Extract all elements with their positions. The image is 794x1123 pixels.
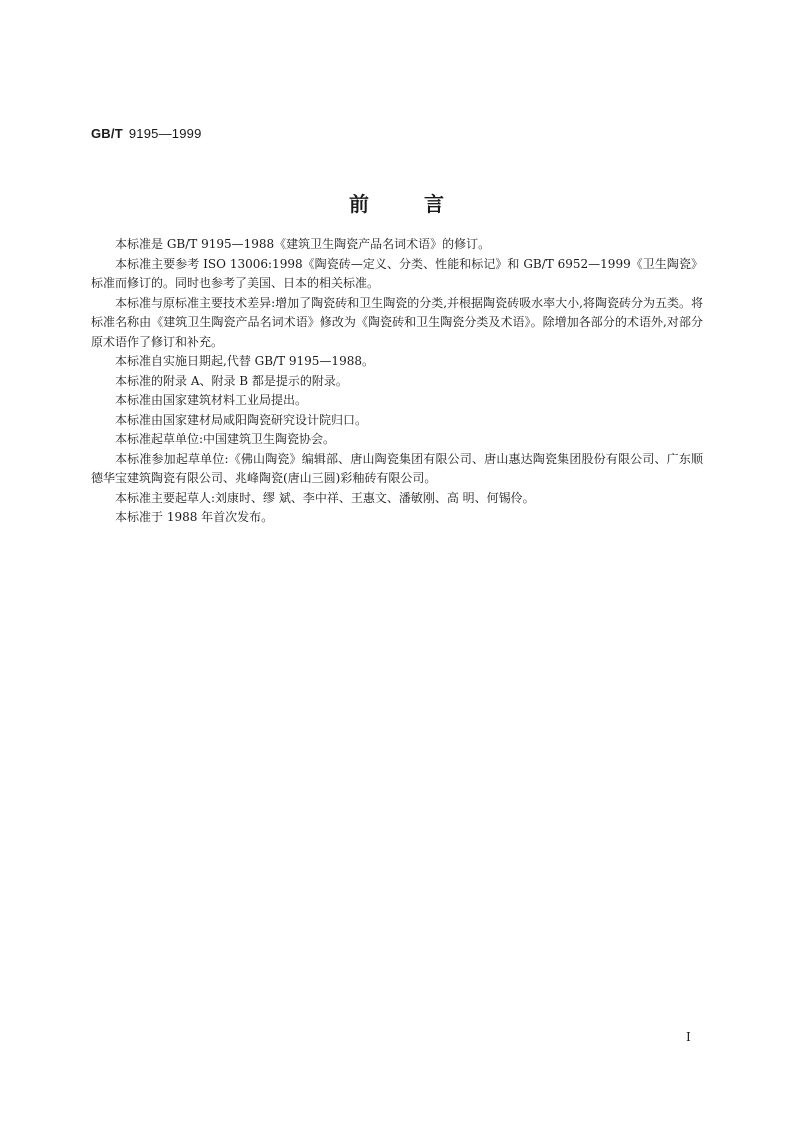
page-number: I (686, 1030, 691, 1044)
standard-code (91, 126, 202, 141)
foreword-body (91, 235, 703, 528)
paragraph-11: 本标准于 1988 年首次发布。 (115, 510, 274, 524)
paragraph-1: 本标准是 GB/T 9195—1988《建筑卫生陶瓷产品名词术语》的修订。 (115, 237, 491, 251)
paragraph-7: 本标准由国家建材局咸阳陶瓷研究设计院归口。 (115, 412, 368, 427)
paragraph-5: 本标准的附录 A、附录 B 都是提示的附录。 (115, 373, 348, 388)
standard-number: 9195—1999 (128, 126, 202, 141)
paragraph-3: 本标准与原标准主要技术差异:增加了陶瓷砖和卫生陶瓷的分类,并根据陶瓷砖吸水率大小,将陶瓷砖分为五类。将标准名称由《建筑卫生陶瓷产品名词术语》修改为《陶瓷砖和卫生陶瓷分类及术语》。除增加各部分的术语外,对部分原术语作了修订和补充。 (91, 295, 703, 349)
paragraph-6: 本标准由国家建筑材料工业局提出。 (115, 393, 308, 407)
paragraph-2: 本标准主要参考 ISO 13006:1998《陶瓷砖—定义、分类、性能和标记》和 GB/T 6952—1999《卫生陶瓷》标准而修订的。同时也参考了美国、日本的相关标准。 (91, 256, 703, 290)
paragraph-4: 本标准自实施日期起,代替 GB/T 9195—1988。 (115, 354, 374, 368)
title-char-1: 前 (349, 192, 370, 216)
paragraph-9: 本标准参加起草单位:《佛山陶瓷》编辑部、唐山陶瓷集团有限公司、唐山惠达陶瓷集团股份有限公司、广东顺德华宝建筑陶瓷有限公司、兆峰陶瓷(唐山三圆)彩釉砖有限公司。 (91, 451, 703, 485)
title-char-2: 言 (424, 192, 445, 216)
standard-prefix: GB/T (91, 126, 123, 141)
paragraph-8: 本标准起草单位:中国建筑卫生陶瓷协会。 (115, 432, 336, 446)
paragraph-10: 本标准主要起草人:刘康时、缪 斌、李中祥、王惠文、潘敏刚、高 明、何锡伶。 (115, 490, 535, 505)
page-title (0, 188, 794, 217)
